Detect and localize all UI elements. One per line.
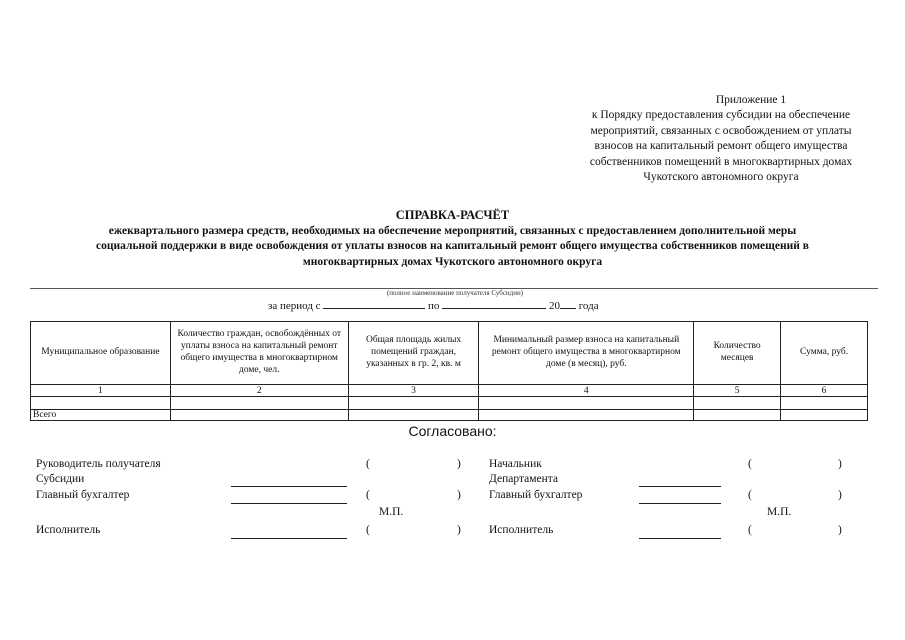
period-line [268, 299, 599, 312]
period-suffix: года [578, 300, 599, 312]
table-cell[interactable] [170, 397, 348, 410]
total-label: Всего [31, 410, 171, 421]
left-head-paren-close: ) [457, 458, 461, 470]
left-accountant-signature-line[interactable] [231, 503, 347, 504]
appendix-line: мероприятий, связанных с освобождением от уплаты [590, 124, 852, 137]
header-min-contribution: Минимальный размер взноса на капитальный ремонт общего имущества в многоквартирном доме (в месяц), руб. [479, 322, 694, 385]
title-line: многоквартирных домах Чукотского автономного округа [302, 255, 603, 268]
table-cell[interactable] [781, 397, 868, 410]
period-year-field[interactable] [560, 299, 576, 309]
left-head-label-line2: Субсидии [36, 473, 85, 485]
right-head-paren-open: ( [748, 458, 752, 470]
column-number: 1 [31, 385, 171, 397]
left-accountant-label: Главный бухгалтер [36, 489, 130, 501]
right-head-signature-line[interactable] [639, 486, 721, 487]
table-cell[interactable] [31, 397, 171, 410]
header-municipality: Муниципальное образование [31, 322, 171, 385]
column-number: 2 [170, 385, 348, 397]
right-head-label-line2: Департамента [489, 473, 559, 485]
appendix-line: Чукотского автономного округа [643, 171, 799, 184]
left-accountant-paren-open: ( [366, 489, 370, 501]
left-executor-paren-close: ) [457, 524, 461, 536]
table-cell[interactable] [479, 397, 694, 410]
table-header-row [31, 322, 868, 385]
right-accountant-signature-line[interactable] [639, 503, 721, 504]
left-head-paren-open: ( [366, 458, 370, 470]
left-executor-signature-line[interactable] [231, 538, 347, 539]
column-number: 6 [781, 385, 868, 397]
header-sum: Сумма, руб. [781, 322, 868, 385]
recipient-caption: (полное наименование получателя Субсидии) [386, 289, 524, 297]
right-executor-signature-line[interactable] [639, 538, 721, 539]
table-row [31, 397, 868, 410]
period-year-prefix: 20 [548, 300, 560, 312]
period-to-field[interactable] [442, 299, 546, 309]
table-cell[interactable] [694, 410, 781, 421]
appendix-line: Приложение 1 [715, 94, 787, 106]
left-stamp-label: М.П. [379, 506, 404, 518]
table-cell[interactable] [348, 397, 479, 410]
right-accountant-label: Главный бухгалтер [489, 489, 583, 501]
header-area: Общая площадь жилых помещений граждан, указанных в гр. 2, кв. м [348, 322, 479, 385]
title-line: ежеквартального размера средств, необходимых на обеспечение мероприятий, связанных с предоставлением дополнительной меры [108, 224, 797, 237]
agreed-heading: Согласовано: [408, 423, 497, 439]
table-number-row [31, 385, 868, 397]
table-cell[interactable] [694, 397, 781, 410]
table-cell[interactable] [781, 410, 868, 421]
right-head-paren-close: ) [838, 458, 842, 470]
header-citizens-count: Количество граждан, освобождённых от уплаты взноса на капитальный ремонт общего имущества в многоквартирном доме, чел. [170, 322, 348, 385]
left-head-signature-line[interactable] [231, 486, 347, 487]
title-line: социальной поддержки в виде освобождения от уплаты взносов на капитальный ремонт общего имущества собственников помещений в [96, 240, 809, 253]
right-executor-paren-open: ( [748, 524, 752, 536]
appendix-line: к Порядку предоставления субсидии на обеспечение [591, 109, 851, 122]
left-accountant-paren-close: ) [457, 489, 461, 501]
period-mid: по [428, 300, 440, 312]
table-total-row [31, 410, 868, 421]
table-cell[interactable] [170, 410, 348, 421]
period-prefix: за период с [268, 300, 321, 312]
period-from-field[interactable] [323, 299, 425, 309]
appendix-line: собственников помещений в многоквартирных домах [589, 155, 853, 168]
calculation-table [30, 321, 868, 421]
column-number: 4 [479, 385, 694, 397]
right-accountant-paren-open: ( [748, 489, 752, 501]
right-executor-label: Исполнитель [489, 524, 554, 536]
document-title [20, 208, 885, 270]
column-number: 5 [694, 385, 781, 397]
header-months: Количество месяцев [694, 322, 781, 385]
title-main: СПРАВКА-РАСЧЁТ [395, 208, 510, 222]
right-head-label-line1: Начальник [489, 458, 542, 470]
appendix-block [556, 93, 886, 185]
left-executor-paren-open: ( [366, 524, 370, 536]
left-head-label-line1: Руководитель получателя [36, 458, 161, 470]
right-executor-paren-close: ) [838, 524, 842, 536]
table-cell[interactable] [348, 410, 479, 421]
left-executor-label: Исполнитель [36, 524, 101, 536]
right-stamp-label: М.П. [767, 506, 792, 518]
appendix-line: взносов на капитальный ремонт общего имущества [594, 140, 848, 153]
right-accountant-paren-close: ) [838, 489, 842, 501]
table-cell[interactable] [479, 410, 694, 421]
column-number: 3 [348, 385, 479, 397]
